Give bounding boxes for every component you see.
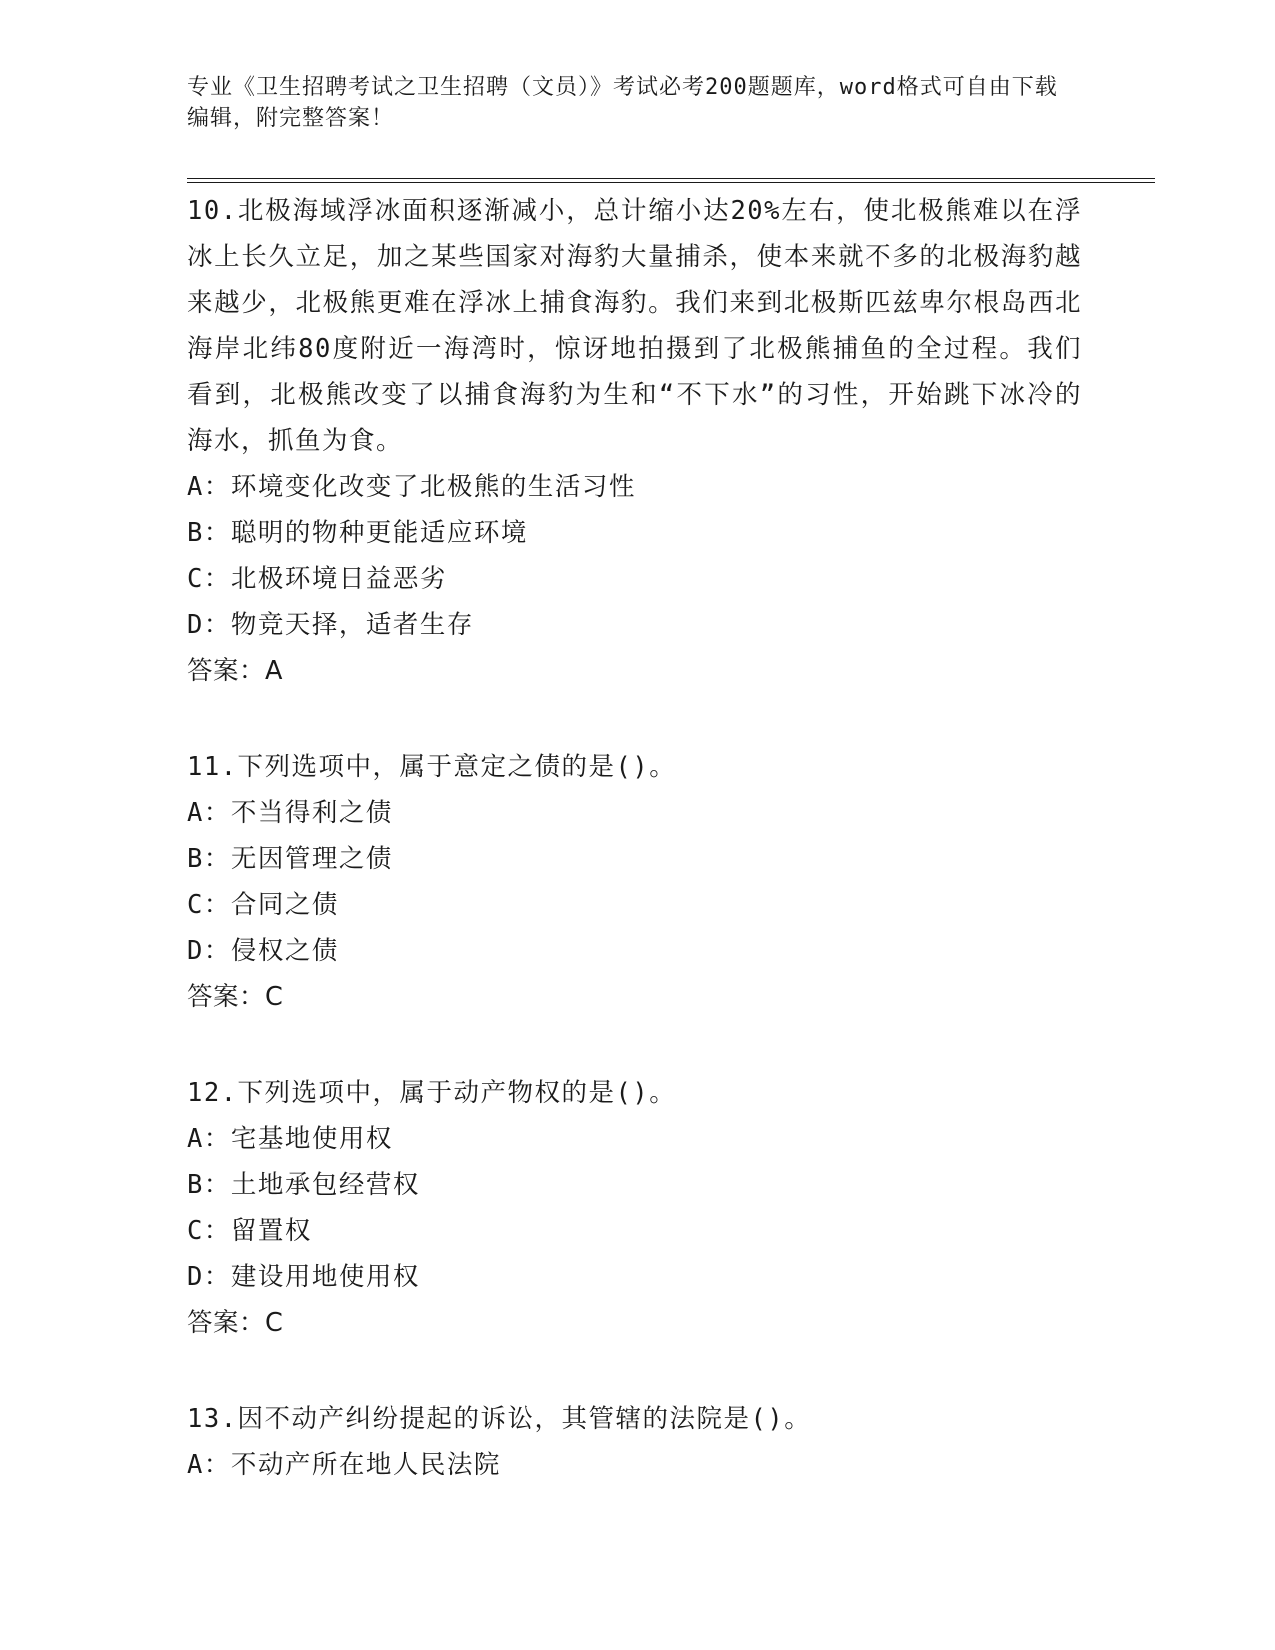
question-11: [187, 744, 1082, 1020]
question-12: [187, 1070, 1082, 1346]
question-text: 11.下列选项中，属于意定之债的是()。: [187, 752, 677, 782]
answer: 答案：A: [187, 656, 283, 686]
option-c: C：合同之债: [187, 890, 339, 920]
question-text: 12.下列选项中，属于动产物权的是()。: [187, 1078, 677, 1108]
header-divider-top: [187, 178, 1155, 179]
option-a: A：宅基地使用权: [187, 1124, 393, 1154]
option-d: D：物竞天择，适者生存: [187, 610, 474, 640]
option-a: A：不动产所在地人民法院: [187, 1450, 501, 1480]
question-text: 13.因不动产纠纷提起的诉讼，其管辖的法院是()。: [187, 1404, 812, 1434]
option-d: D：侵权之债: [187, 936, 339, 966]
answer: 答案：C: [187, 982, 284, 1012]
option-a: A：不当得利之债: [187, 798, 393, 828]
question-list: [187, 188, 1082, 1538]
option-b: B：土地承包经营权: [187, 1170, 420, 1200]
option-c: C：留置权: [187, 1216, 312, 1246]
option-c: C：北极环境日益恶劣: [187, 564, 447, 594]
option-b: B：聪明的物种更能适应环境: [187, 518, 528, 548]
document-intro: 专业《卫生招聘考试之卫生招聘（文员）》考试必考200题题库，word格式可自由下载编辑，附完整答案！: [187, 75, 1058, 131]
header-divider-bottom: [187, 182, 1155, 183]
question-10: [187, 188, 1082, 694]
answer: 答案：C: [187, 1308, 284, 1338]
question-13: [187, 1396, 1082, 1488]
option-d: D：建设用地使用权: [187, 1262, 420, 1292]
option-b: B：无因管理之债: [187, 844, 393, 874]
option-a: A：环境变化改变了北极熊的生活习性: [187, 472, 636, 502]
question-text: 10.北极海域浮冰面积逐渐减小，总计缩小达20%左右，使北极熊难以在浮冰上长久立足，加之某些国家对海豹大量捕杀，使本来就不多的北极海豹越来越少，北极熊更难在浮冰上捕食海豹。我们来到北极斯匹兹卑尔根岛西北海岸北纬80度附近一海湾时，惊讶地拍摄到了北极熊捕鱼的全过程。我们看到，北极熊改变了以捕食海豹为生和“不下水”的习性，开始跳下冰冷的海水，抓鱼为食。: [187, 196, 1082, 456]
